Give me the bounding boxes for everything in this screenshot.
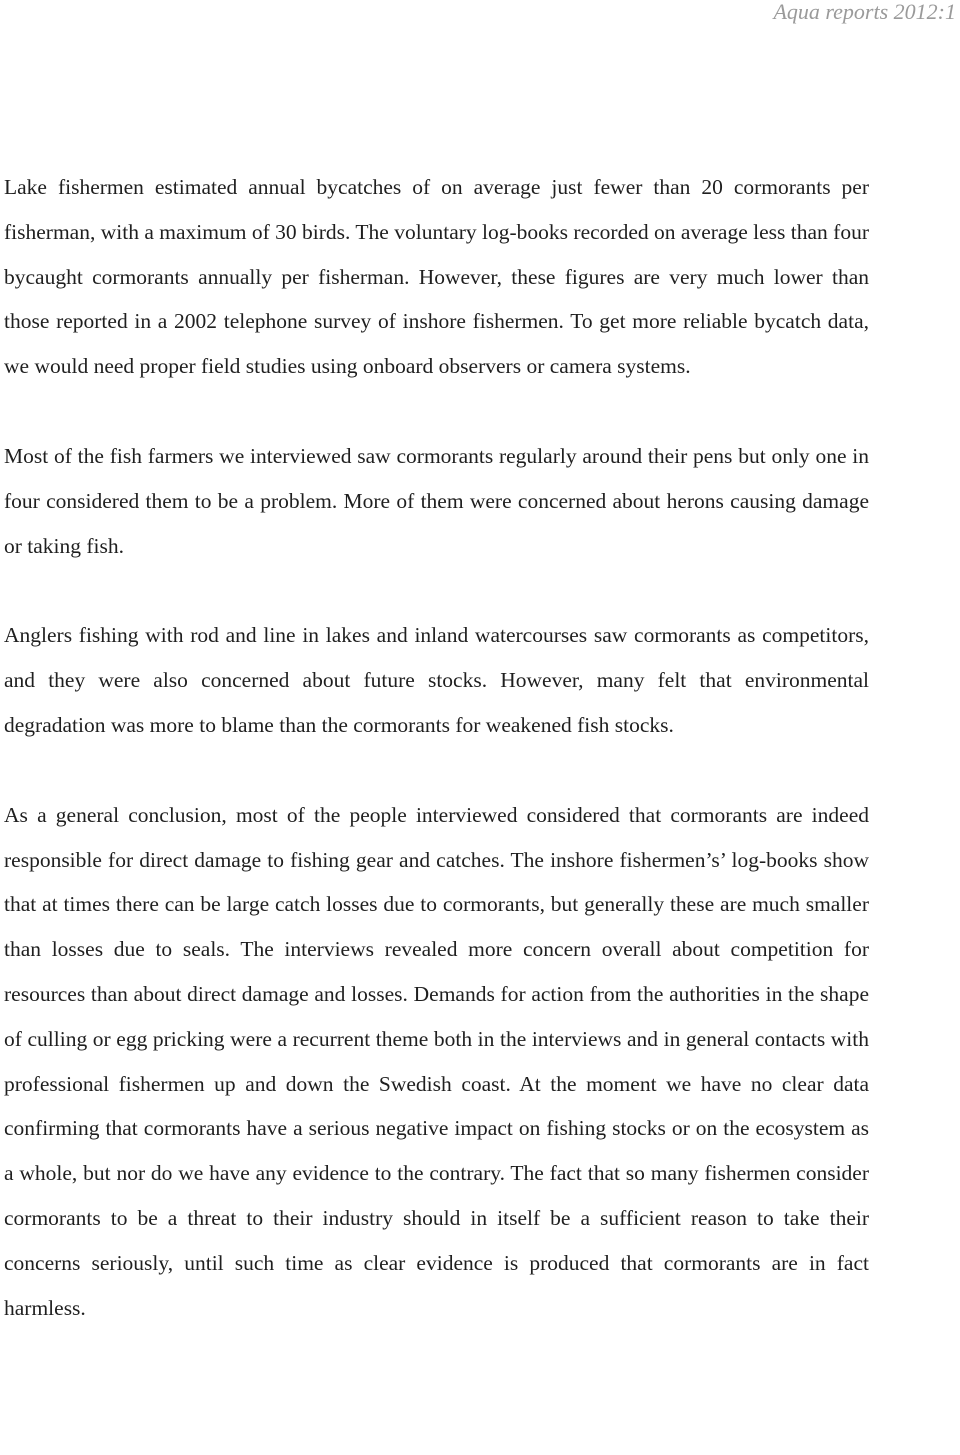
body-text	[4, 165, 869, 1375]
running-header: Aqua reports 2012:1	[773, 0, 956, 24]
paragraph-conclusion: As a general conclusion, most of the people interviewed considered that cormorants are indeed responsible for direct damage to fishing gear and catches. The inshore fishermen’s’ log-books show that at times there can be large catch losses due to cormorants, but generally these are much smaller than losses due to seals. The interviews revealed more concern overall about competition for resources than about direct damage and losses. Demands for action from the authorities in the shape of culling or egg pricking were a recurrent theme both in the interviews and in general contacts with professional fishermen up and down the Swedish coast. At the moment we have no clear data confirming that cormorants have a serious negative impact on fishing stocks or on the ecosystem as a whole, but nor do we have any evidence to the contrary. The fact that so many fishermen consider cormorants to be a threat to their industry should in itself be a sufficient reason to take their concerns seriously, until such time as clear evidence is produced that cormorants are in fact harmless.	[4, 802, 869, 1320]
paragraph-fish-farmers: Most of the fish farmers we interviewed saw cormorants regularly around their pens but only one in four considered them to be a problem. More of them were concerned about herons causing damage or taking fish.	[4, 443, 869, 558]
paragraph-bycatch: Lake fishermen estimated annual bycatches of on average just fewer than 20 cormorants per fisherman, with a maximum of 30 birds. The voluntary log-books recorded on average less than four bycaught cormorants annually per fisherman. However, these figures are very much lower than those reported in a 2002 telephone survey of inshore fishermen. To get more reliable bycatch data, we would need proper field studies using onboard observers or camera systems.	[4, 175, 869, 379]
paragraph-anglers: Anglers fishing with rod and line in lakes and inland watercourses saw cormorants as competitors, and they were also concerned about future stocks. However, many felt that environmental degradation was more to blame than the cormorants for weakened fish stocks.	[4, 623, 869, 737]
